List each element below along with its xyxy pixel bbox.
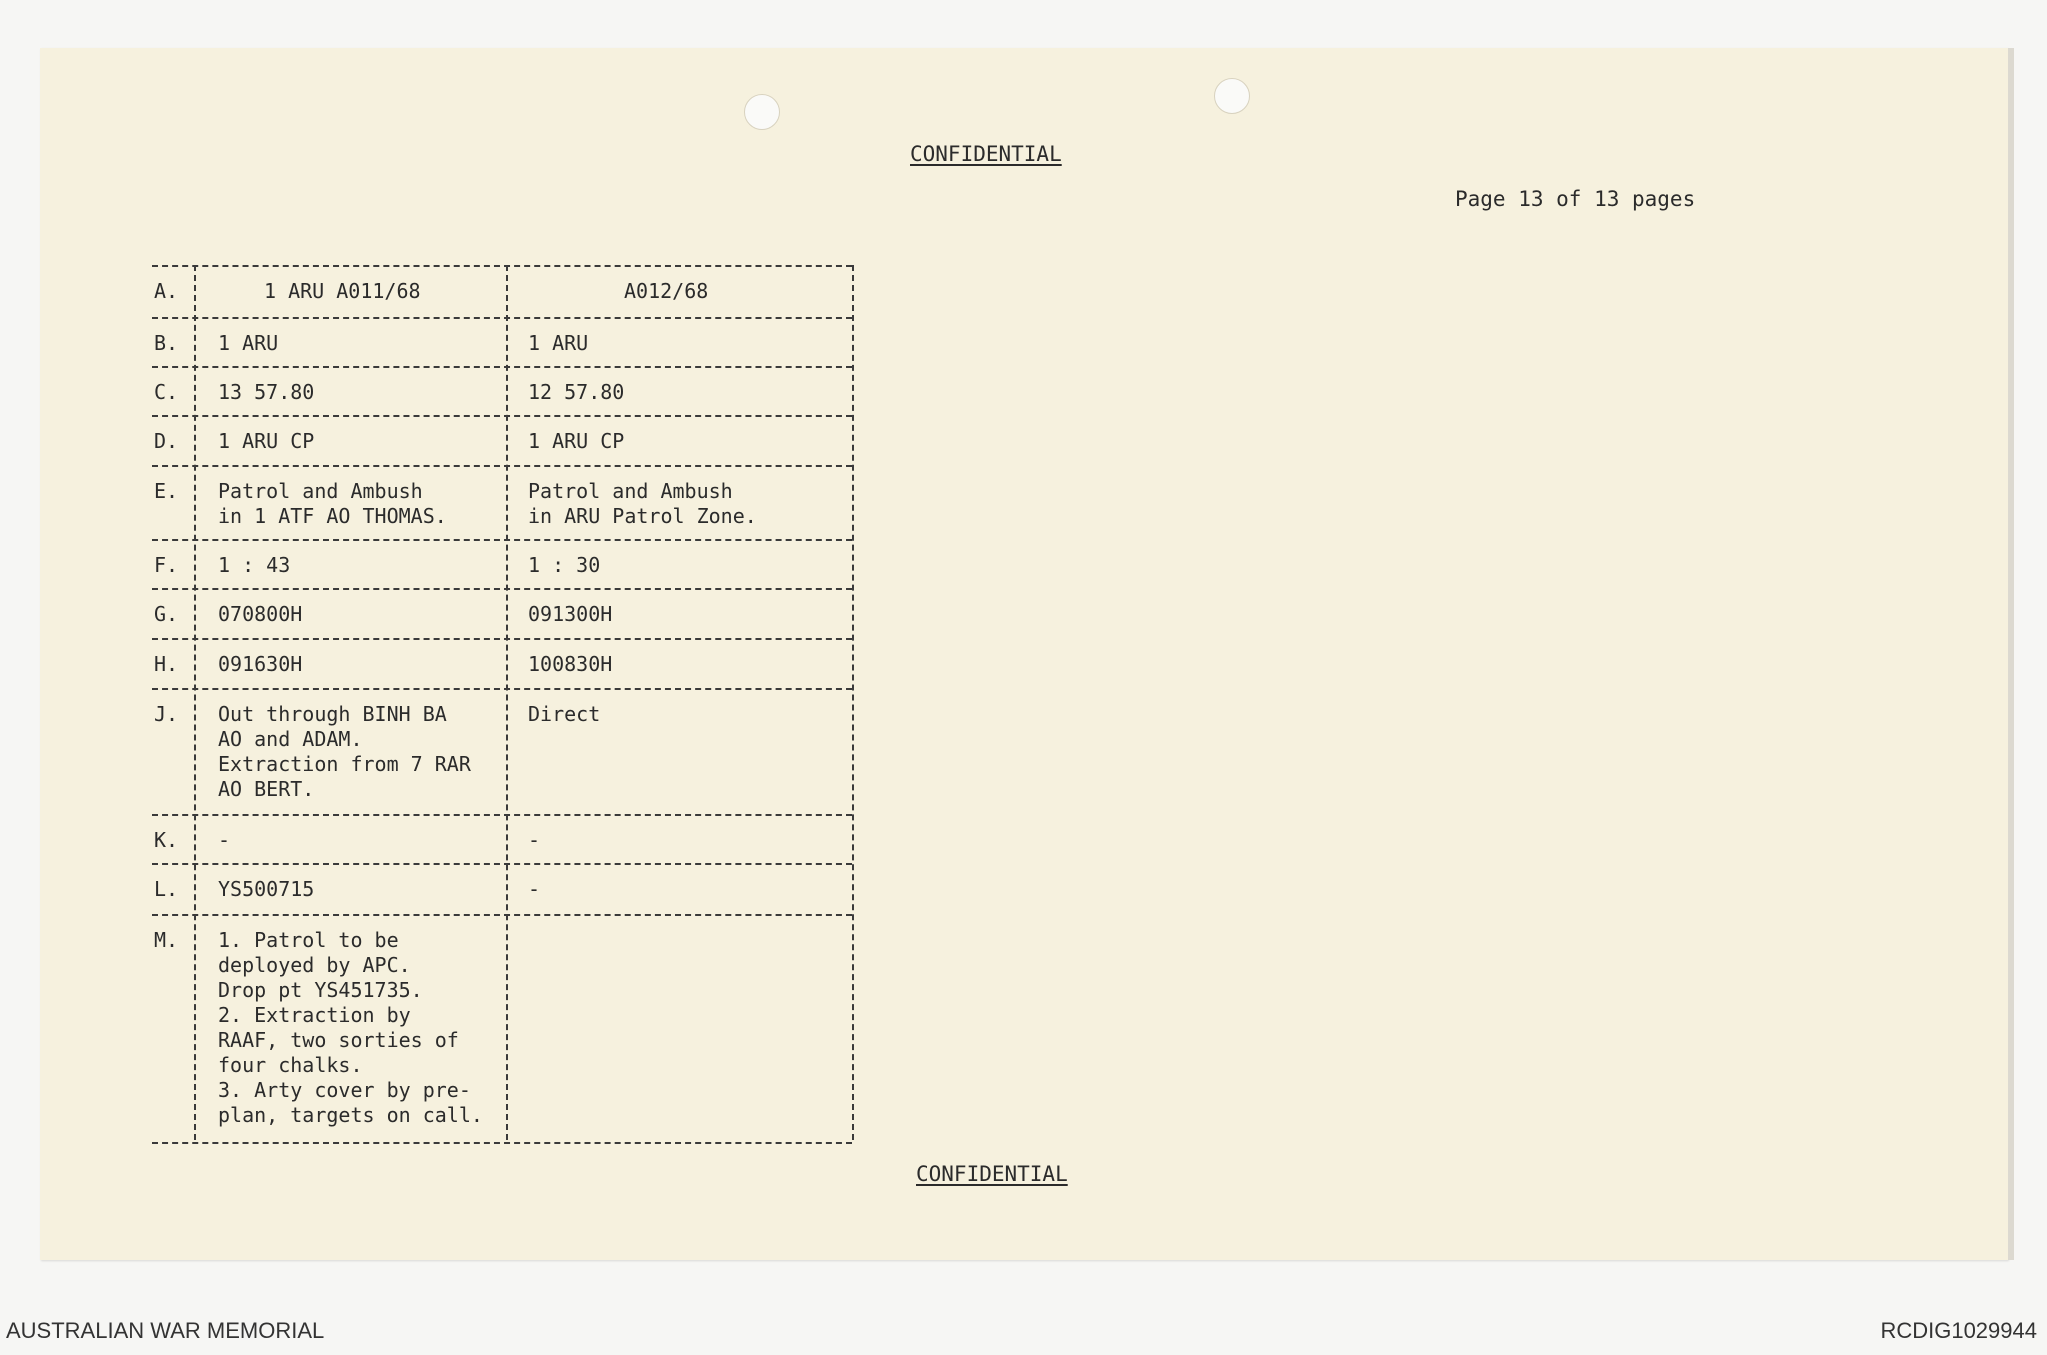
- row-label: M.: [154, 928, 179, 952]
- cell-a011: 1 ARU A011/68: [264, 279, 421, 303]
- row-label: E.: [154, 479, 179, 503]
- cell-a011: -: [218, 828, 231, 852]
- cell-a012: -: [528, 828, 541, 852]
- table-row: [152, 638, 852, 690]
- cell-a011: 070800H: [218, 602, 303, 626]
- row-label: B.: [154, 331, 179, 355]
- table-column-divider: [852, 265, 854, 1140]
- cell-a011: 091630H: [218, 652, 303, 676]
- table-row: [152, 317, 852, 368]
- security-marking-bottom: CONFIDENTIAL: [916, 1162, 1068, 1186]
- row-label: F.: [154, 553, 179, 577]
- row-label: K.: [154, 828, 179, 852]
- cell-a011: Out through BINH BA AO and ADAM. Extraction from 7 RAR AO BERT.: [218, 702, 471, 801]
- security-marking-top: CONFIDENTIAL: [910, 142, 1062, 166]
- cell-a012: 1 ARU: [528, 331, 589, 355]
- table-row: [152, 588, 852, 640]
- cell-a011: Patrol and Ambush in 1 ATF AO THOMAS.: [218, 479, 447, 528]
- row-label: C.: [154, 380, 179, 404]
- table-row: [152, 688, 852, 816]
- table-row: [152, 914, 852, 1144]
- cell-a012: 1 ARU CP: [528, 429, 625, 453]
- cell-a012: Patrol and Ambush in ARU Patrol Zone.: [528, 479, 757, 528]
- table-row: [152, 415, 852, 467]
- table-row: [152, 863, 852, 916]
- table-row: [152, 814, 852, 865]
- cell-a011: YS500715: [218, 877, 315, 901]
- table-column-divider: [506, 265, 508, 1140]
- row-label: J.: [154, 702, 179, 726]
- row-label: H.: [154, 652, 179, 676]
- cell-a011: 13 57.80: [218, 380, 315, 404]
- table-row: [152, 465, 852, 541]
- paper-edge: [2008, 48, 2014, 1260]
- punch-hole: [1214, 78, 1250, 114]
- table-row: [152, 539, 852, 590]
- page-number: Page 13 of 13 pages: [1455, 187, 1696, 211]
- row-label: L.: [154, 877, 179, 901]
- cell-a011: 1. Patrol to be deployed by APC. Drop pt YS451735. 2. Extraction by RAAF, two sorties of four chalks. 3. Arty cover by pre- plan, targets on call.: [218, 928, 483, 1127]
- cell-a012: [528, 916, 848, 928]
- table-column-divider: [194, 265, 196, 1140]
- cell-a012: 12 57.80: [528, 380, 625, 404]
- archive-credit: AUSTRALIAN WAR MEMORIAL: [6, 1318, 325, 1343]
- table-row: [152, 265, 852, 319]
- cell-a012: Direct: [528, 702, 601, 726]
- row-label: G.: [154, 602, 179, 626]
- archive-reference: RCDIG1029944: [1880, 1318, 2037, 1343]
- cell-a011: 1 ARU: [218, 331, 279, 355]
- table-row: [152, 366, 852, 417]
- cell-a012: A012/68: [624, 279, 709, 303]
- cell-a012: 091300H: [528, 602, 613, 626]
- row-label: D.: [154, 429, 179, 453]
- cell-a012: 1 : 30: [528, 553, 601, 577]
- row-label: A.: [154, 279, 179, 303]
- punch-hole: [744, 94, 780, 130]
- cell-a012: -: [528, 877, 541, 901]
- cell-a011: 1 ARU CP: [218, 429, 315, 453]
- cell-a012: 100830H: [528, 652, 613, 676]
- cell-a011: 1 : 43: [218, 553, 291, 577]
